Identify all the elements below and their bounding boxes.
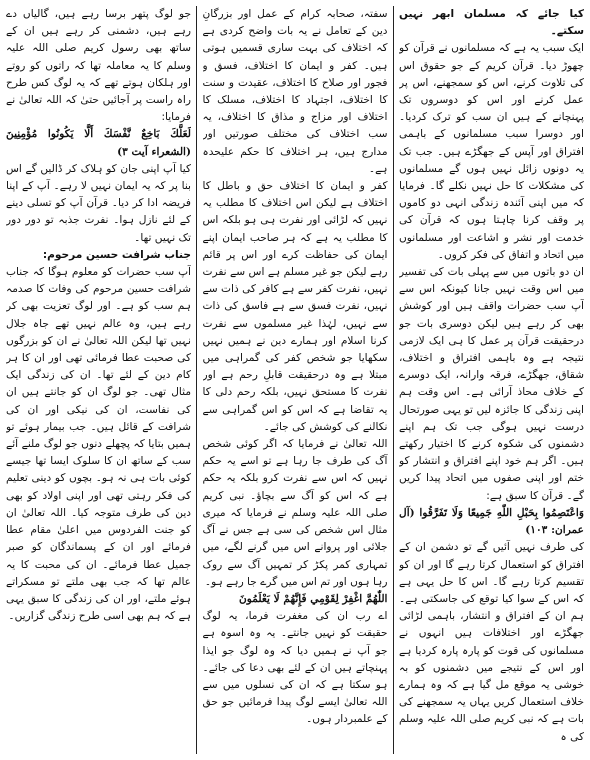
column-paragraph: آپ سب حضرات کو معلوم ہوگا کہ جناب شرافت حسین مرحوم کی وفات کا صدمہ ہم سب کو ہے۔ اور لوگ تعزیت بھی کر رہے ہیں، وہ عالم نہیں تھے جاہ جلال نہیں تھا لیکن اللہ تعالیٰ نے ان کو بزرگوں کی صحبت عطا فرمائی تھی اور ان کا ہر کام دین کے لئے تھا۔ ان کی زندگی ایک مثال تھی۔ جو لوگ ان کو جانتے ہیں ان کی نفاست، ان کی نیکی اور ان کی شرافت کے قائل ہیں۔ جب بیمار ہوئے تو ہمیں بتایا کہ پچھلے دنوں جو لوگ ملنے آئے سب کے ساتھ ان کا سلوک ایسا تھا جیسے کوئی بات ہی نہ ہو۔ بچوں کو دینی تعلیم کی فکر رہتی تھی اور اپنی اولاد کو بھی دین کی طرف متوجہ کیا۔ اللہ تعالیٰ ان کو جنت الفردوس میں اعلیٰ مقام عطا فرمائے اور ان کے پسماندگان کو صبر جمیل عطا فرمائے۔ ان کی محبت کا یہ عالم تھا کہ جب بھی ملتے تو مسکراتے ہوئے ملتے، اور ان کی زندگی کا سبق یہی ہے کہ ہم بھی اسی طرح زندگی گزاریں۔	[6, 266, 191, 623]
column-paragraph: کفر و ایمان کا اختلاف حق و باطل کا اختلاف ہے لیکن اس اختلاف کا مطلب یہ نہیں کہ لڑائی اور نفرت ہی ہو بلکہ اس کا مطلب یہ ہے کہ ہر صاحب ایمان اپنے ایمان کی حفاظت کرے اور اس پر قائم رہے لیکن جو غیر مسلم ہے اس سے نفرت نہیں، نفرت کفر سے ہے کافر کی ذات سے نہیں، نفرت فسق سے ہے فاسق کی ذات سے نہیں، لہٰذا غیر مسلموں سے نفرت کرنا اسلام اور ہمارے دین نے ہمیں نہیں سکھایا جو شخص کفر کی گمراہی میں مبتلا ہے وہ درحقیقت قابلِ رحم ہے اور نفرت کا مستحق نہیں، بلکہ رحم دلی کا یہ تقاضا ہے کہ اس کو اس گمراہی سے نکالنے کی کوشش کی جائے۔	[202, 180, 388, 433]
text-column-left	[6, 6, 191, 754]
column-paragraph: سفتہ، صحابہ کرام کے عمل اور بزرگانِ دین کے تعامل نے یہ بات واضح کردی ہے کہ اختلاف کی بہت ساری قسمیں ہوتی ہیں۔ کفر و ایمان کا اختلاف، فسق و فجور اور صلاح کا اختلاف، عقیدت و سنت کا اختلاف، اجتہاد کا اختلاف، مسلک کا اختلاف اور مزاج و مذاق کا اختلاف، یہ سب اختلاف کی مختلف صورتیں اور مدارج ہیں، ہر اختلاف کا حکم علیحدہ ہے۔	[202, 8, 388, 175]
column-paragraph: اے رب ان کی مغفرت فرما، یہ لوگ حقیقت کو نہیں جانتے۔ یہ وہ اسوہ ہے جو آپ نے ہمیں دیا کہ وہ لوگ جو ایذا پہنچاتے ہیں ان کے لئے بھی دعا کی جائے۔ ہو سکتا ہے کہ ان کی نسلوں میں سے اللہ تعالیٰ ایسے لوگ پیدا فرمائیں جو حق کے علمبردار ہوں۔	[202, 610, 388, 726]
column-paragraph: جو لوگ پتھر برسا رہے ہیں، گالیاں دے رہے ہیں، دشمنی کر رہے ہیں ان کے ساتھ بھی رسول کریم صلی اللہ علیہ وسلم کا یہ معاملہ تھا کہ راتوں کو روتے اور ہلکان ہوتے تھے کہ یہ لوگ کس طرح راہ راست پر آجائیں حتیٰ کہ اللہ تعالیٰ نے فرمایا:	[6, 8, 191, 124]
column-paragraph: کی طرف نہیں آئیں گے تو دشمن ان کے افتراق کو استعمال کرتا رہے گا اور ان کو تقسیم کرتا رہے گا۔ اس کا حل یہی ہے کہ اس کے سوا کیا توقع کی جاسکتی ہے۔ ہم ان کے افتراق و انتشار، باہمی لڑائی جھگڑے اور اختلافات ہیں انہوں نے مسلمانوں کی قوت کو پارہ پارہ کردیا ہے اور اس کے نتیجے میں دشمنوں کو بہ خوشی یہ موقع مل گیا ہے کہ وہ ہمارے خلاف استعمال کریں یہاں یہ سمجھنے کی بات ہے کہ نبی کریم صلی اللہ علیہ وسلم کی ہ	[399, 541, 584, 743]
hadith-quote: اللّٰهُمَّ اغْفِرْ لِقَوْمِي فَإِنَّهُمْ لَا يَعْلَمُونَ	[239, 592, 388, 605]
column-paragraph: اللہ تعالیٰ نے فرمایا کہ اگر کوئی شخص آگ کی طرف جا رہا ہے تو اسے یہ حکم نہیں کہ اس سے نفرت کرو بلکہ یہ حکم ہے کہ اس کو آگ سے بچاؤ۔ نبی کریم صلی اللہ علیہ وسلم نے فرمایا کہ میری مثال اس شخص کی سی ہے جس نے آگ جلائی اور پروانے اس میں گرنے لگے، میں تمہاری کمر پکڑ کر تمہیں آگ سے روک رہا ہوں اور تم اس میں گرے جا رہے ہو۔	[202, 438, 388, 588]
column-paragraph: ایک سبب یہ ہے کہ مسلمانوں نے قرآن کو چھوڑ دیا۔ قرآن کریم کے جو حقوق اس کی تلاوت کرنے، اس کو سمجھنے، اس پر عمل کرنے اور اس کو دوسروں تک پہنچانے کے ہیں ان سب کو ترک کردیا۔ اور دوسرا سبب مسلمانوں کے باہمی افتراق اور آپس کے جھگڑے ہیں۔ جب تک یہ دونوں زائل نہیں ہوں گے مسلمانوں کی مشکلات کا حل نہیں نکلے گا۔ فرمایا کہ میں اپنی آئندہ زندگی انہی دو کاموں پر وقف کرنا چاہتا ہوں کہ قرآن کی خدمت اور نشر و اشاعت اور مسلمانوں میں اتحاد و اتفاق کی فکر کروں۔	[399, 42, 584, 261]
column-divider	[196, 6, 197, 754]
column-divider	[393, 6, 394, 754]
quranic-verse: وَاعْتَصِمُوا بِحَبْلِ اللّٰهِ جَمِيعًا وَلَا تَفَرَّقُوا (آل عمران: ۱۰۳)	[399, 506, 584, 537]
text-column-middle	[203, 6, 388, 754]
section-heading: جناب شرافت حسین مرحوم:	[42, 248, 191, 261]
column-paragraph: ان دو باتوں میں سے پہلی بات کی تفسیر میں اس وقت نہیں جانا کیونکہ اس سے آپ سب حضرات واقف ہیں اور کوشش بھی کر رہے ہیں لیکن دوسری بات جو درحقیقت قرآن پر عمل کا ہی ایک لازمی نتیجہ ہے وہ باہمی افتراق و اختلاف، شقاق، جھگڑے، فرقہ وارانہ، ایک دوسرے کے خلاف محاذ آرائی ہے۔ اس وقت ہم اپنی زندگی کا جائزہ لیں تو یہی صورتحال درست نہیں ہوگی جب تک ہم اپنے دشمنوں کی شکوہ کرنے کا اختیار رکھتے ہیں۔ اگر ہم خود اپنے افتراق و انتشار کو ختم اور اپنی صفوں میں اتحاد پیدا کریں گے۔ قرآن کا سبق ہے:	[399, 266, 584, 502]
quranic-verse: لَعَلَّكَ بَاخِعٌ نَّفْسَكَ أَلَّا يَكُونُوا مُؤْمِنِينَ (الشعراء آیت ۳)	[6, 128, 191, 158]
text-column-right	[399, 6, 584, 754]
column-paragraph: کیا آپ اپنی جان کو ہلاک کر ڈالیں گے اس بنا پر کہ یہ ایمان نہیں لا رہے۔ آپ کے اپنا فریضہ ادا کر دیا۔ قرآن آپ کو تسلی دینے کے لئے نازل ہوا۔ نفرت جذبہ تو دور دور تک نہیں تھا۔	[6, 162, 191, 244]
column-paragraph: کیا جائے کہ مسلمان ابھر نہیں سکتے۔	[399, 8, 584, 38]
